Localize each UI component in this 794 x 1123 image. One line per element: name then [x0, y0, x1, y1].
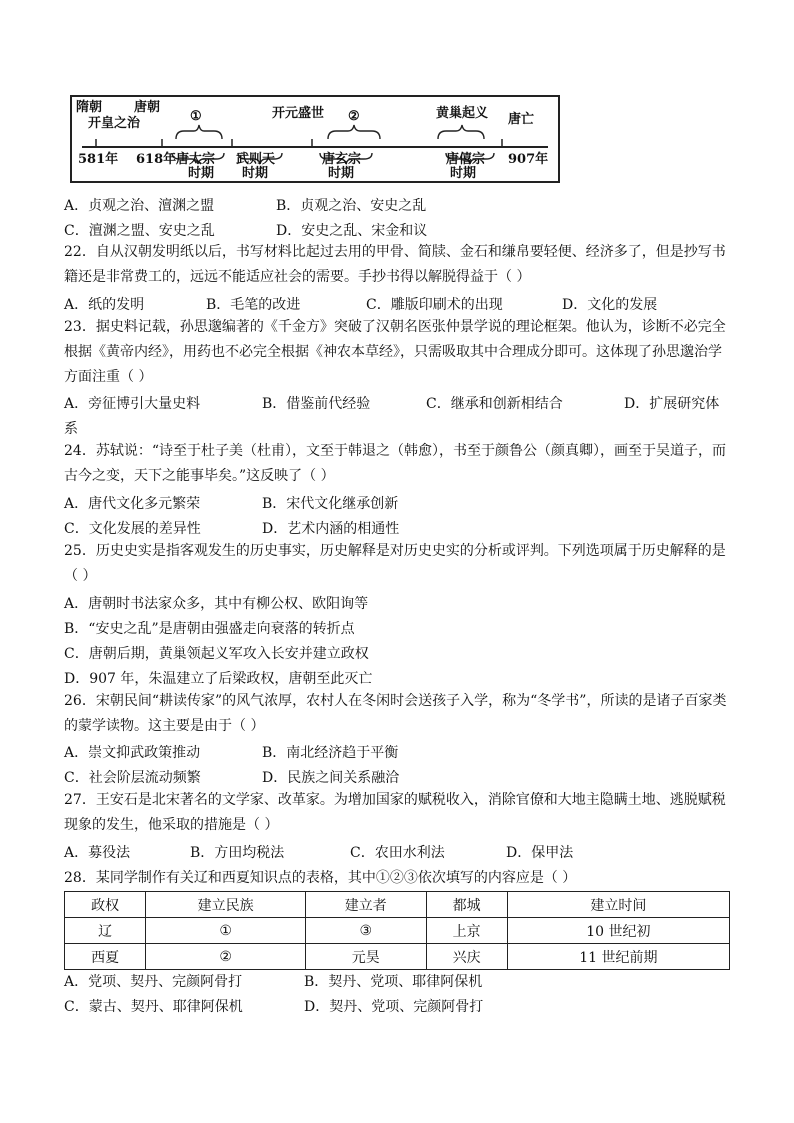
q27-stem: 27．王安石是北宋著名的文学家、改革家。为增加国家的赋税收入，消除官僚和大地主隐瞒土地、逃脱赋税现象的发生，他采取的措施是（ ）	[64, 792, 726, 833]
tl-xizong: 唐僖宗	[446, 152, 486, 167]
table-cell: 上京	[426, 918, 507, 944]
tl-kaihuang: 开皇之治	[88, 116, 141, 131]
tl-xuanzong-period: 时期	[328, 166, 355, 181]
q27-option-a[interactable]: A．募役法	[64, 845, 131, 861]
tl-circle1: ①	[190, 109, 202, 124]
q25-option-a[interactable]: A．唐朝时书法家众多，其中有柳公权、欧阳询等	[64, 596, 369, 612]
q22-option-b[interactable]: B．毛笔的改进	[206, 297, 301, 313]
tl-huangchao: 黄巢起义	[436, 106, 489, 121]
tl-circle2: ②	[348, 109, 360, 124]
table-header: 政权	[65, 892, 146, 918]
q21-option-d[interactable]: D．安史之乱、宋金和议	[276, 223, 428, 239]
table-cell: 10 世纪初	[507, 918, 729, 944]
q22-stem: 22．自从汉朝发明纸以后，书写材料比起过去用的甲骨、简牍、金石和缣帛要轻便、经济多了，但是抄写书籍还是非常费工的，远远不能适应社会的需要。手抄书得以解脱得益于（ ）	[64, 244, 726, 285]
tl-618: 618年	[136, 152, 177, 167]
q28-option-b[interactable]: B．契丹、党项、耶律阿保机	[304, 974, 483, 990]
tl-581: 581年	[78, 152, 119, 167]
q26-option-d[interactable]: D．民族之间关系融洽	[262, 770, 400, 786]
tl-kaiyuan: 开元盛世	[272, 106, 325, 121]
q25-option-d[interactable]: D．907 年，朱温建立了后梁政权，唐朝至此灭亡	[64, 671, 373, 687]
table-row	[65, 944, 730, 970]
tl-xizong-period: 时期	[450, 166, 477, 181]
q28-option-c[interactable]: C．蒙古、契丹、耶律阿保机	[64, 999, 243, 1015]
tl-907: 907年	[508, 152, 549, 167]
table-header: 建立民族	[146, 892, 306, 918]
tl-tang: 唐朝	[134, 100, 161, 115]
q22-option-a[interactable]: A．纸的发明	[64, 297, 145, 313]
table-row	[65, 918, 730, 944]
q24-option-c[interactable]: C．文化发展的差异性	[64, 521, 201, 537]
table-header: 都城	[426, 892, 507, 918]
q28-table	[64, 891, 730, 970]
q28-option-d[interactable]: D．契丹、党项、完颜阿骨打	[304, 999, 484, 1015]
q26-stem: 26．宋朝民间“耕读传家”的风气浓厚，农村人在冬闲时会送孩子入学，称为“冬学书”，所读的是诸子百家类的蒙学读物。这主要是由于（ ）	[64, 693, 727, 734]
q21-option-c[interactable]: C．澶渊之盟、安史之乱	[64, 223, 215, 239]
q22-option-d[interactable]: D．文化的发展	[562, 297, 658, 313]
table-cell: 11 世纪前期	[507, 944, 729, 970]
q24-option-a[interactable]: A．唐代文化多元繁荣	[64, 496, 201, 512]
q28-option-a[interactable]: A．党项、契丹、完颜阿骨打	[64, 974, 243, 990]
q25-stem: 25．历史史实是指客观发生的历史事实，历史解释是对历史史实的分析或评判。下列选项属于历史解释的是（ ）	[64, 543, 726, 584]
tl-tangwang: 唐亡	[508, 112, 535, 127]
table-cell: 西夏	[65, 944, 146, 970]
timeline-figure	[70, 95, 560, 183]
tl-sui: 隋朝	[76, 100, 103, 115]
tl-xuanzong: 唐玄宗	[322, 152, 362, 167]
table-header: 建立时间	[507, 892, 729, 918]
table-cell: ③	[306, 918, 427, 944]
q25-option-b[interactable]: B．“安史之乱”是唐朝由强盛走向衰落的转折点	[64, 621, 355, 637]
table-cell: 兴庆	[426, 944, 507, 970]
q23-option-b[interactable]: B．借鉴前代经验	[262, 396, 371, 412]
tl-wuzetian: 武则天	[236, 152, 276, 167]
q24-option-d[interactable]: D．艺术内涵的相通性	[262, 521, 400, 537]
q26-option-b[interactable]: B．南北经济趋于平衡	[262, 745, 399, 761]
q27-option-c[interactable]: C．农田水利法	[350, 845, 445, 861]
q27-option-b[interactable]: B．方田均税法	[190, 845, 285, 861]
q27-option-d[interactable]: D．保甲法	[506, 845, 574, 861]
q24-option-b[interactable]: B．宋代文化继承创新	[262, 496, 399, 512]
table-header: 建立者	[306, 892, 427, 918]
table-header-row	[65, 892, 730, 918]
q23-stem: 23．据史料记载，孙思邈编著的《千金方》突破了汉朝名医张仲景学说的理论框架。他认为，诊断不必完全根据《黄帝内经》，用药也不必完全根据《神农本草经》，只需吸取其中合理成分即可。这体现了孙思邈治学方面注重（ ）	[64, 319, 726, 385]
q21-option-b[interactable]: B．贞观之治、安史之乱	[276, 198, 427, 214]
table-cell: ②	[146, 944, 306, 970]
q23-option-a[interactable]: A．旁征博引大量史料	[64, 396, 201, 412]
tl-taizong-period: 时期	[188, 166, 215, 181]
q23-option-d[interactable]: D．扩展研究体	[624, 396, 720, 412]
q22-option-c[interactable]: C．雕版印刷术的出现	[366, 297, 503, 313]
q23-option-c[interactable]: C．继承和创新相结合	[426, 396, 563, 412]
q21-option-a[interactable]: A．贞观之治、澶渊之盟	[64, 198, 215, 214]
tl-wuzetian-period: 时期	[242, 166, 269, 181]
q24-stem: 24．苏轼说：“诗至于杜子美（杜甫），文至于韩退之（韩愈），书至于颜鲁公（颜真卿），画至于吴道子，而古今之变，天下之能事毕矣。”这反映了（ ）	[64, 443, 726, 484]
table-cell: 元昊	[306, 944, 427, 970]
q26-option-a[interactable]: A．崇文抑武政策推动	[64, 745, 201, 761]
table-cell: 辽	[65, 918, 146, 944]
q26-option-c[interactable]: C．社会阶层流动频繁	[64, 770, 201, 786]
tl-taizong: 唐太宗	[176, 152, 216, 167]
q25-option-c[interactable]: C．唐朝后期，黄巢领起义军攻入长安并建立政权	[64, 646, 369, 662]
table-cell: ①	[146, 918, 306, 944]
q28-stem: 28．某同学制作有关辽和西夏知识点的表格，其中①②③依次填写的内容应是（ ）	[64, 870, 577, 886]
q23-option-d-wrap: 系	[64, 421, 78, 437]
